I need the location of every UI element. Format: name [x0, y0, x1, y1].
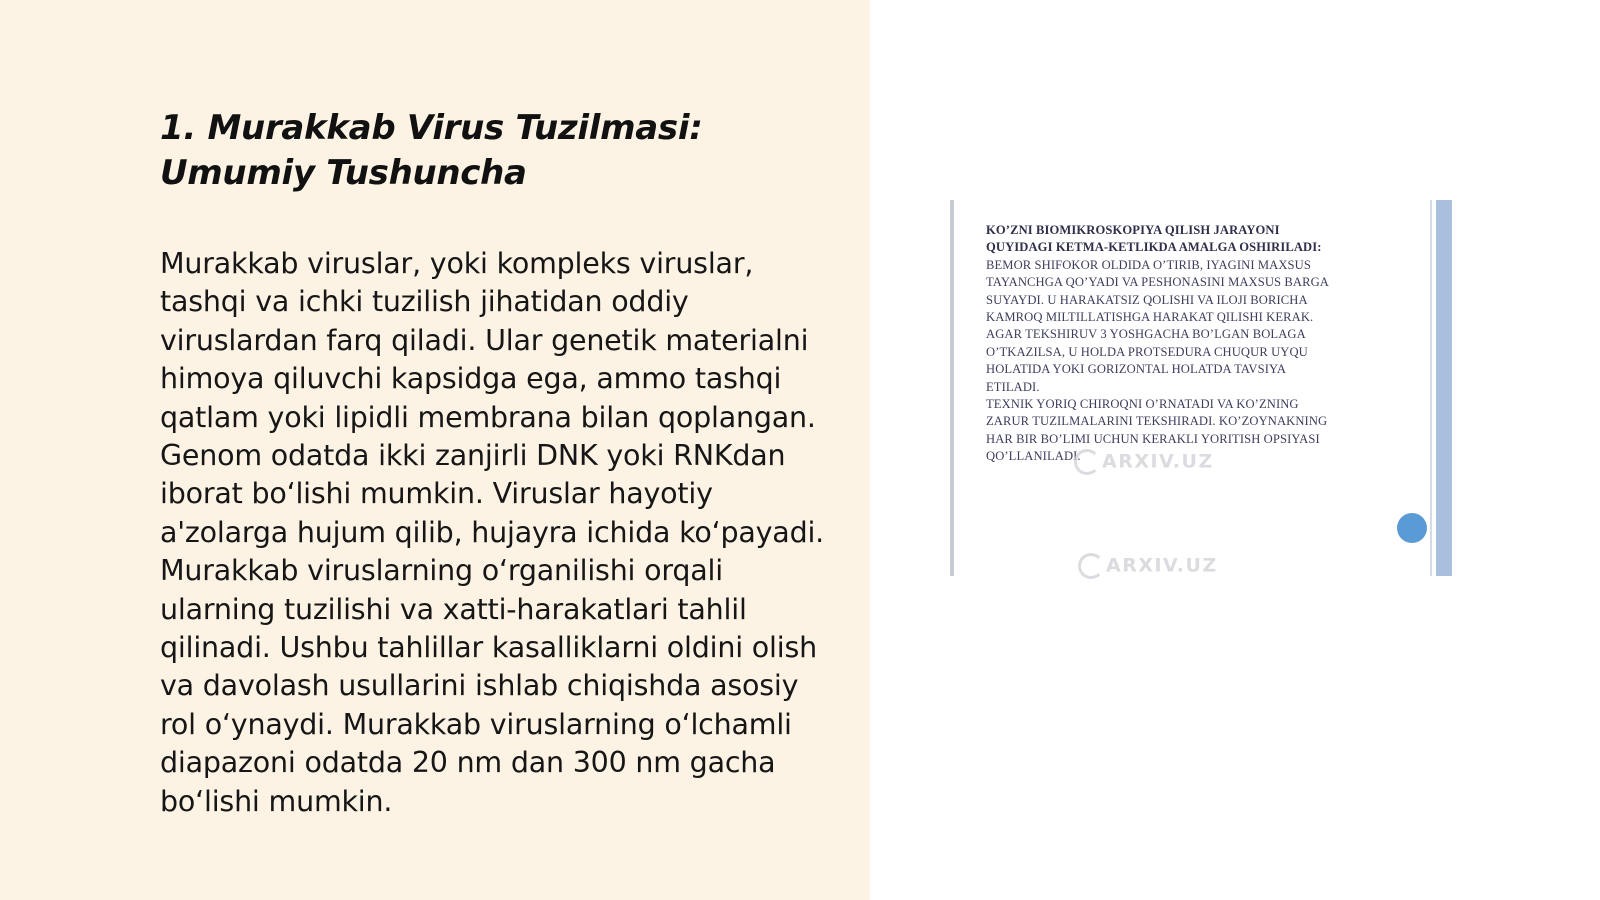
slide-title: 1. Murakkab Virus Tuzilmasi: Umumiy Tushuncha	[160, 108, 703, 193]
blue-dot-icon	[1397, 513, 1427, 543]
watermark	[1074, 449, 1214, 475]
document-text-line: ETILADI.	[986, 379, 1040, 394]
watermark-text: ARXIV.UZ	[1102, 450, 1214, 473]
document-text-line: AGAR TEKSHIRUV 3 YOSHGACHA BO’LGAN BOLAGA	[986, 327, 1306, 342]
document-left-rule	[950, 200, 954, 576]
document-right-bar	[1436, 200, 1452, 576]
document-text-line: TAYANCHGA QO’YADI VA PESHONASINI MAXSUS BARGA	[986, 275, 1329, 290]
watermark	[1078, 553, 1218, 579]
document-text-line: TEXNIK YORIQ CHIROQNI O’RNATADI VA KO’ZNING	[986, 397, 1299, 412]
document-image	[950, 200, 1452, 576]
document-text-line: QO’LLANILADI.	[986, 449, 1081, 464]
document-text-line: HOLATIDA YOKI GORIZONTAL HOLATDA TAVSIYA	[986, 362, 1287, 377]
watermark-logo-icon	[1074, 449, 1100, 475]
document-text-line: SUYAYDI. U HARAKATSIZ QOLISHI VA ILOJI BORICHA	[986, 292, 1308, 307]
document-right-line	[1430, 200, 1432, 576]
document-text-line: ZARUR TUZILMALARINI TEKSHIRADI. KO’ZOYNAKNING	[986, 414, 1328, 429]
watermark-text: ARXIV.UZ	[1106, 554, 1218, 577]
document-text-line: KAMROQ MILTILLATISHGA HARAKAT QILISHI KERAK.	[986, 310, 1314, 325]
document-text-line: BEMOR SHIFOKOR OLDIDA O’TIRIB, IYAGINI MAXSUS	[986, 257, 1311, 272]
document-text-line: HAR BIR BO’LIMI UCHUN KERAKLI YORITISH OPSIYASI	[986, 431, 1320, 446]
document-heading-line: KO’ZNI BIOMIKROSKOPIYA QILISH JARAYONI	[986, 223, 1280, 237]
document-text	[986, 222, 1386, 466]
document-text-line: O’TKAZILSA, U HOLDA PROTSEDURA CHUQUR UYQU	[986, 344, 1308, 359]
document-heading-line: QUYIDAGI KETMA-KETLIKDA AMALGA OSHIRILADI:	[986, 240, 1322, 255]
watermark-logo-icon	[1078, 553, 1104, 579]
slide-body-text: Murakkab viruslar, yoki kompleks viruslar, tashqi va ichki tuzilish jihatidan oddiy viruslardan farq qiladi. Ular genetik materialni himoya qiluvchi kapsidga ega, ammo tashqi qatlam yoki lipidli membrana bilan qoplangan. Genom odatda ikki zanjirli DNK yoki RNKdan iborat bo‘lishi mumkin. Viruslar hayotiy a'zolarga hujum qilib, hujayra ichida ko‘payadi. Murakkab viruslarning o‘rganilishi orqali ularning tuzilishi va xatti-harakatlari tahlil qilinadi. Ushbu tahlillar kasalliklarni oldini olish va davolash usullarini ishlab chiqishda asosiy rol o‘ynaydi. Murakkab viruslarning o‘lchamli diapazoni odatda 20 nm dan 300 nm gacha bo‘lishi mumkin.	[160, 247, 825, 818]
